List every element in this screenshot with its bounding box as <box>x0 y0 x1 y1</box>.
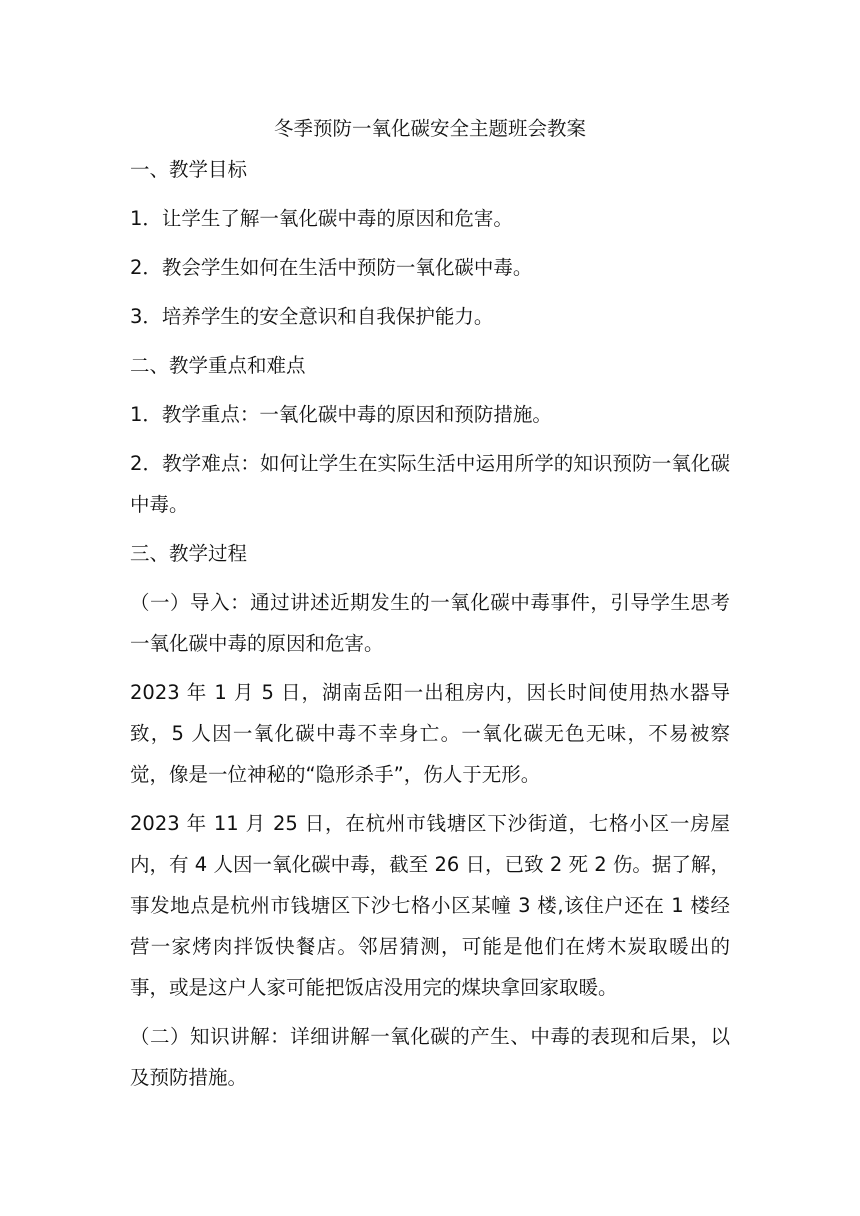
key-point-2: 2．教学难点：如何让学生在实际生活中运用所学的知识预防一氧化碳中毒。 <box>130 452 730 516</box>
objective-2: 2．教会学生如何在生活中预防一氧化碳中毒。 <box>130 256 533 279</box>
key-point-item <box>130 394 730 435</box>
heading-teaching-process: 三、教学过程 <box>130 542 248 565</box>
document-title: 冬季预防一氧化碳安全主题班会教案 <box>273 117 586 140</box>
case-hangzhou: 2023 年 11 月 25 日，在杭州市钱塘区下沙街道，七格小区一房屋内，有 4 人因一氧化碳中毒，截至 26 日，已致 2 死 2 伤。据了解，事发地点是杭州市钱塘区下沙七格小区某幢 3 楼,该住户还在 1 楼经营一家烤肉拌饭快餐店。邻居猜测，可能是他们在烤木炭取暖出的事，或是这户人家可能把饭店没用完的煤块拿回家取暖。 <box>130 812 730 999</box>
process-knowledge-explanation: （二）知识讲解：详细讲解一氧化碳的产生、中毒的表现和后果，以及预防措施。 <box>130 1025 730 1089</box>
section-heading <box>130 533 730 574</box>
document-body <box>130 108 730 1098</box>
case-yueyang: 2023 年 1 月 5 日，湖南岳阳一出租房内，因长时间使用热水器导致，5 人因一氧化碳中毒不幸身亡。一氧化碳无色无味，不易被察觉，像是一位神秘的“隐形杀手”，伤人于无形。 <box>130 681 730 786</box>
case-paragraph <box>130 803 730 1008</box>
key-point-item <box>130 443 730 525</box>
heading-key-points: 二、教学重点和难点 <box>130 354 306 377</box>
heading-teaching-objectives: 一、教学目标 <box>130 158 248 181</box>
objective-3: 3．培养学生的安全意识和自我保护能力。 <box>130 305 494 328</box>
section-heading <box>130 345 730 386</box>
objective-item <box>130 198 730 239</box>
process-item <box>130 582 730 664</box>
section-heading <box>130 149 730 190</box>
key-point-1: 1．教学重点：一氧化碳中毒的原因和预防措施。 <box>130 403 552 426</box>
objective-1: 1．让学生了解一氧化碳中毒的原因和危害。 <box>130 207 513 230</box>
objective-item <box>130 247 730 288</box>
process-introduction: （一）导入：通过讲述近期发生的一氧化碳中毒事件，引导学生思考一氧化碳中毒的原因和危害。 <box>130 591 730 655</box>
objective-item <box>130 296 730 337</box>
process-item <box>130 1016 730 1098</box>
case-paragraph <box>130 672 730 795</box>
